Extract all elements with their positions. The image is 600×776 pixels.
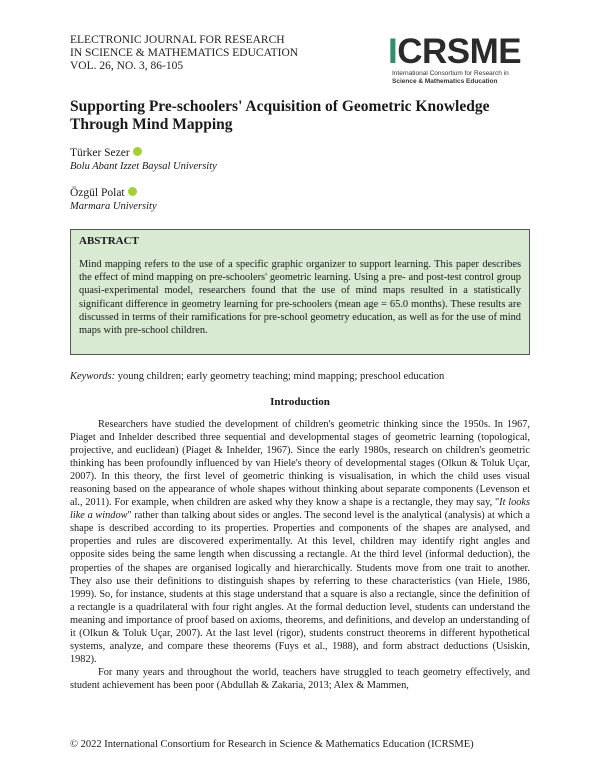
journal-header <box>70 34 298 73</box>
orcid-icon[interactable] <box>133 147 142 156</box>
paragraph <box>70 418 530 666</box>
keywords <box>70 370 540 383</box>
body-text <box>70 418 530 692</box>
logo-accent-letter: I <box>388 32 398 71</box>
paragraph: For many years and throughout the world, teachers have struggled to teach geometry effectively, and student achievement has been poor (Abdullah & Zakaria, 2013; Alex & Mammen, <box>70 666 530 691</box>
abstract-heading: ABSTRACT <box>79 235 139 247</box>
paper-title: Supporting Pre-schoolers' Acquisition of Geometric Knowledge Through Mind Mapping <box>70 98 490 133</box>
logo-word-rest: CRSME <box>397 32 522 71</box>
section-heading: Introduction <box>270 396 330 408</box>
author-affiliation: Bolu Abant Izzet Baysal University <box>70 161 217 172</box>
author-block <box>70 186 157 214</box>
author-block <box>70 146 217 174</box>
abstract-text: Mind mapping refers to the use of a specific graphic organizer to support learning. This paper describes the effect of mind mapping on pre-schoolers' geometric learning. Using a pre- and post-test control group quasi-experimental model, researchers found that the use of mind maps resulted in a statistically significant difference in geometry learning for pre-schoolers (mean age = 65.0 months). These results are discussed in terms of their ramifications for pre-school geometry education, as well as for the use of mind maps with pre-school children. <box>79 259 521 337</box>
logo-wordmark <box>388 34 530 70</box>
journal-volume: VOL. 26, NO. 3, 86-105 <box>70 60 184 72</box>
author-name: Özgül Polat <box>70 187 125 199</box>
abstract-box <box>70 229 530 355</box>
logo-subtitle <box>392 70 530 86</box>
logo-subtitle-line2: Science & Mathematics Education <box>392 78 498 85</box>
icrsme-logo <box>388 34 530 86</box>
quoted-phrase: It looks like a window <box>70 497 530 522</box>
journal-name-line1: ELECTRONIC JOURNAL FOR RESEARCH <box>70 34 285 46</box>
copyright-footer: © 2022 International Consortium for Research in Science & Mathematics Education (ICRSME) <box>70 739 474 750</box>
logo-subtitle-line1: International Consortium for Research in <box>392 70 509 77</box>
journal-name-line2: IN SCIENCE & MATHEMATICS EDUCATION <box>70 47 299 59</box>
author-name: Türker Sezer <box>70 147 130 159</box>
paragraph-text: Researchers have studied the development of children's geometric thinking since the 1950s. In 1967, Piaget and Inhelder described three sequential and developmental stages of geometric learning (topological, projective, and euclidean) (Piaget & Inhelder, 1967). Since the early 1980s, research on children's geometric thinking has been profoundly influenced by van Hiele's theory of developmental stages (Olkun & Toluk Uçar, 2007). In this theory, the first level of geometric thinking is visualisation, in which the child uses visual reasoning based on the appearance of whole shapes without thinking about separate components (Levenson et al., 2011). For example, when children are asked why they know a shape is a rectangle, they may say, " <box>70 419 530 509</box>
orcid-icon[interactable] <box>128 187 137 196</box>
author-affiliation: Marmara University <box>70 201 157 212</box>
keywords-text: young children; early geometry teaching; mind mapping; preschool education <box>115 371 445 382</box>
keywords-label: Keywords: <box>70 371 116 382</box>
paragraph-text: " rather than talking about sides or angles. The second level is the analytical (analysis) at which a shape is described according to its properties. Properties and components of the shapes are analysed, and properties and rules are discovered experimentally. At this level, children may identify right angles and opposite sides being the same length when discussing a rectangle. At the third level (informal deduction), the properties of the shapes are organised logically and hierarchically. Students move from one trait to another. They also use their definitions to distinguish shapes by referring to these characteristics (van Hiele, 1986, 1999). So, for instance, students at this stage understand that a square is also a rectangle, since the definition of a rectangle is a quadrilateral with four right angles. At the formal deduction level, students can understand the meaning and importance of proof based on axioms, theorems, and definitions, and develop an understanding of it (Olkun & Toluk Uçar, 2007). At the last level (rigor), students construct theorems in different hypothetical systems, analyze, and compare these theorems (Fuys et al., 1988), and form abstract deductions (Usiskin, 1982). <box>70 510 530 665</box>
